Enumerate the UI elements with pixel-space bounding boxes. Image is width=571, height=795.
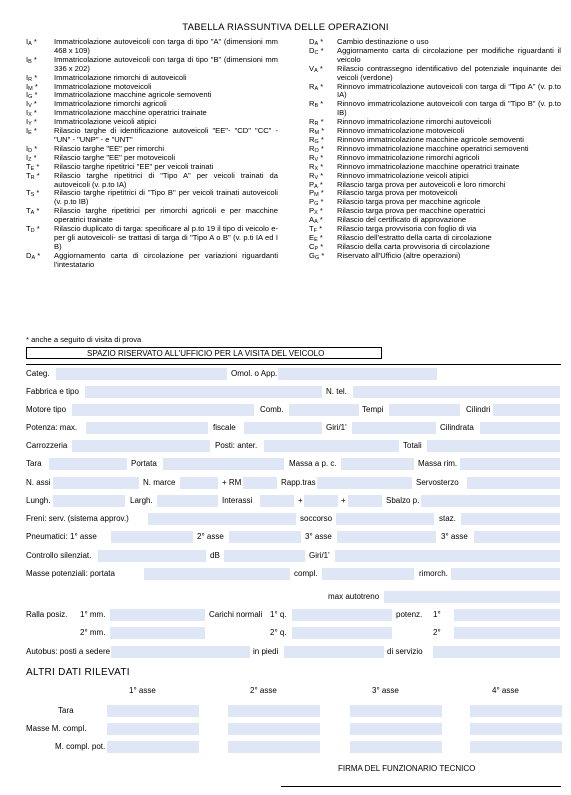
fiscale-field[interactable] — [244, 422, 322, 434]
rapp-tras-field[interactable] — [317, 477, 412, 489]
altri-row-label: Masse M. compl. — [26, 724, 87, 733]
totali-field[interactable] — [427, 440, 560, 452]
operation-code: $R_B$ * — [309, 99, 324, 110]
masse-pot-portata-field[interactable] — [144, 568, 290, 580]
label-mm2: 2° mm. — [80, 628, 106, 637]
label-mm1: 1° mm. — [80, 610, 106, 619]
operation-code: $I_E$ * — [26, 126, 37, 137]
interassi-field-3[interactable] — [348, 495, 382, 507]
signature-line[interactable] — [281, 786, 561, 787]
operation-code: $P_M$ * — [309, 188, 324, 199]
pneumatici-asse1-field[interactable] — [111, 531, 193, 543]
altri-cell-field[interactable] — [228, 705, 320, 717]
operation-code: $I_Y$ * — [26, 117, 37, 128]
interassi-field-1[interactable] — [260, 495, 294, 507]
label-carrozzeria: Carrozzeria — [26, 441, 68, 450]
label-asse3b: 3° asse — [441, 532, 468, 541]
tempi-field[interactable] — [389, 404, 460, 416]
operation-code: $A_A$ * — [309, 215, 323, 226]
operation-code: $R_R$ * — [309, 117, 324, 128]
label-lungh: Lungh. — [26, 496, 51, 505]
freni-serv-field[interactable] — [148, 513, 296, 525]
altri-cell-field[interactable] — [350, 723, 442, 735]
label-largh: Largh. — [130, 496, 153, 505]
servosterzo-field[interactable] — [467, 477, 560, 489]
label-silenziat: Controllo silenziat. — [26, 551, 92, 560]
operation-description: Aggiornamento carta di circolazione per variazioni riguardanti l'intestatario — [54, 250, 278, 269]
label-n-marce: N. marce — [143, 478, 176, 487]
altri-cell-field[interactable] — [470, 741, 562, 753]
carichi-q1-field[interactable] — [292, 609, 392, 621]
label-omol: Omol. o App. — [231, 369, 278, 378]
altri-cell-field[interactable] — [107, 723, 199, 735]
operation-description: Immatricolazione macchine agricole semoventi — [54, 90, 212, 100]
potenz-1-field[interactable] — [454, 609, 560, 621]
operation-code: $I_D$ * — [26, 143, 38, 154]
operation-code: $T_E$ * — [26, 161, 40, 172]
operation-code: $T_S$ * — [26, 188, 40, 199]
label-plus-2: + — [341, 496, 346, 505]
operation-code: $I_R$ * — [26, 72, 38, 83]
label-asse2: 2° asse — [197, 532, 224, 541]
left-operations-list — [26, 38, 278, 270]
lungh-field[interactable] — [53, 495, 125, 507]
operation-item — [309, 100, 561, 118]
label-interassi: Interassi — [222, 496, 253, 505]
staz-field[interactable] — [461, 513, 560, 525]
cilindrata-field[interactable] — [480, 422, 560, 434]
label-tara: Tara — [26, 459, 42, 468]
operation-description: Rilascio targa prova per macchine agricole — [337, 197, 481, 207]
label-rm: + RM — [222, 478, 242, 487]
operation-code: $T_R$ * — [26, 170, 40, 181]
operation-description: Rilascio dell'estratto della carta di circolazione — [337, 232, 492, 242]
autobus-in-piedi-field[interactable] — [284, 646, 384, 658]
label-tempi: Tempi — [362, 405, 384, 414]
operation-description: Immatricolazione motoveicoli — [54, 81, 152, 91]
operation-description: Rilascio duplicato di targa: specificare al p.to 19 il tipo di veicolo e- per gli autoveicoli- se trattasi di targa di "Tipo A o B" (v. p.ti IA ed I B) — [54, 224, 278, 251]
operation-code: $I_B$ * — [26, 54, 37, 65]
pneumatici-asse2-field[interactable] — [229, 531, 301, 543]
right-operations-list — [309, 38, 561, 261]
rm-field[interactable] — [243, 477, 277, 489]
sbalzo-field[interactable] — [421, 495, 560, 507]
altri-cell-field[interactable] — [107, 705, 199, 717]
label-freni: Freni: serv. (sistema approv.) — [26, 514, 129, 523]
autobus-servizio-field[interactable] — [433, 646, 560, 658]
operation-description: Rinnovo immatricolazione autoveicoli con targa di "Tipo B" (v. p.to IB) — [337, 99, 561, 118]
operation-code: $I_A$ * — [26, 37, 37, 47]
operation-description: Rilascio targa prova per motoveicoli — [337, 188, 458, 198]
operation-code: $V_A$ * — [309, 63, 323, 74]
operation-code: $P_G$ * — [309, 197, 324, 208]
motore-field[interactable] — [72, 404, 254, 416]
operation-item — [26, 172, 278, 190]
operation-code: $I_M$ * — [26, 81, 38, 92]
operation-description: Rinnovo immatricolazione rimorchi agricoli — [337, 152, 480, 162]
operation-description: Rilascio della carta provvisoria di circolazione — [337, 241, 490, 251]
label-p2: 2° — [433, 628, 441, 637]
label-autobus: Autobus: posti a sedere — [26, 647, 111, 656]
label-n-assi: N. assi — [26, 478, 51, 487]
label-di-servizio: di servizio — [387, 647, 423, 656]
operation-code: $T_D$ * — [26, 224, 40, 235]
operation-code: $D_A$ * — [26, 250, 41, 261]
operation-code: $D_A$ * — [309, 37, 324, 47]
operation-description: Rilascio targhe "EE" per rimorchi — [54, 143, 165, 153]
label-massa-rim: Massa rim. — [418, 459, 458, 468]
massa-apc-field[interactable] — [341, 458, 414, 470]
operation-description: Rilascio targhe "EE" per motoveicoli — [54, 152, 176, 162]
label-comb: Comb. — [260, 405, 284, 414]
operation-code: $P_X$ * — [309, 206, 323, 217]
altri-cell-field[interactable] — [228, 723, 320, 735]
operation-code: $I_Z$ * — [26, 152, 37, 163]
max-autotreno-field[interactable] — [384, 591, 560, 603]
label-cilindri: Cilindri — [466, 405, 491, 414]
categ-field[interactable] — [56, 368, 227, 380]
operation-code: $R_V$ * — [309, 152, 324, 163]
operation-description: Rilascio del certificato di approvazione — [337, 215, 467, 225]
operation-description: Aggiornamento carta di circolazione per modifiche riguardanti il veicolo — [337, 45, 561, 64]
operation-code: $I_V$ * — [26, 99, 37, 110]
altri-cell-field[interactable] — [107, 741, 199, 753]
label-in-piedi: in piedi — [253, 647, 279, 656]
operation-item — [26, 56, 278, 74]
label-cilindrata: Cilindrata — [440, 423, 474, 432]
operation-code: $D_C$ * — [309, 45, 324, 56]
operation-description: Riservato all'Ufficio (altre operazioni) — [337, 250, 461, 260]
office-banner: SPAZIO RISERVATO ALL'UFFICIO PER LA VISITA DEL VEICOLO — [26, 347, 382, 359]
label-potenz: potenz. — [396, 610, 423, 619]
masse-pot-compl-field[interactable] — [322, 568, 414, 580]
operation-item — [309, 65, 561, 83]
operation-description: Rinnovo immatricolazione motoveicoli — [337, 126, 465, 136]
label-masse-pot: Masse potenziali: portata — [26, 569, 115, 578]
label-pneumatici: Pneumatici: 1° asse — [26, 532, 97, 541]
label-potenza: Potenza: max. — [26, 423, 78, 432]
axle-header: 3° asse — [372, 686, 399, 695]
operation-code: $E_E$ * — [309, 232, 323, 243]
operation-description: Rinnovo immatricolazione macchine operatrici trainate — [337, 161, 520, 171]
label-giri2: Giri/1' — [309, 551, 330, 560]
soccorso-field[interactable] — [336, 513, 434, 525]
operation-code: $G_G$ * — [309, 250, 325, 261]
label-q1: 1° q. — [270, 610, 287, 619]
label-ralla: Ralla posiz. — [26, 610, 68, 619]
label-ntel: N. tel. — [326, 387, 347, 396]
operation-description: Cambio destinazione o uso — [337, 37, 429, 46]
posti-anter-field[interactable] — [264, 440, 399, 452]
divider — [26, 364, 561, 365]
label-giri: Giri/1' — [326, 423, 347, 432]
label-db: dB — [210, 551, 220, 560]
operation-item — [26, 38, 278, 56]
operation-description: Rilascio contrassegno identificativo del potenziale inquinante dei veicoli (verdone) — [337, 63, 561, 82]
operation-item — [26, 225, 278, 252]
operation-code: $R_X$ * — [309, 161, 324, 172]
operation-item — [26, 189, 278, 207]
operation-code: $T_F$ * — [309, 224, 323, 235]
operation-code: $R_O$ * — [309, 143, 324, 154]
operation-description: Rilascio targhe ripetitrici "EE" per veicoli trainati — [54, 161, 214, 171]
footnote: * anche a seguito di visita di prova — [26, 335, 142, 344]
label-motore: Motore tipo — [26, 405, 67, 414]
operation-description: Immatricolazione veicoli atipici — [54, 117, 157, 127]
operation-description: Rilascio targhe di identificazione autoveicoli "EE"- "CD" "CC" - "UN" - "UNP" - e "UNT" — [54, 126, 278, 144]
label-posti-anter: Posti: anter. — [215, 441, 258, 450]
operation-item — [26, 207, 278, 225]
operation-description: Rinnovo immatricolazione macchine operatrici semoventi — [337, 143, 529, 153]
carichi-q2-field[interactable] — [292, 627, 392, 639]
carrozzeria-field[interactable] — [72, 440, 210, 452]
db-field[interactable] — [224, 550, 305, 562]
operation-description: Rinnovo immatricolazione veicoli atipici — [337, 170, 469, 180]
silenziat-field[interactable] — [98, 550, 206, 562]
label-rapp-tras: Rapp.tras — [281, 478, 316, 487]
operation-description: Immatricolazione macchine operatrici trainate — [54, 108, 207, 118]
operation-code: $R_G$ * — [309, 134, 324, 145]
n-marce-field[interactable] — [180, 477, 218, 489]
label-q2: 2° q. — [270, 628, 287, 637]
axle-header: 4° asse — [492, 686, 519, 695]
operation-description: Rilascio targa provvisoria con foglio di via — [337, 224, 477, 234]
largh-field[interactable] — [157, 495, 218, 507]
massa-rim-field[interactable] — [460, 458, 560, 470]
label-rimorch: rimorch. — [419, 569, 448, 578]
operation-description: Rilascio targa prova per macchine operatrici — [337, 206, 486, 216]
label-max-autotreno: max autotreno — [328, 592, 380, 601]
giri-field[interactable] — [352, 422, 436, 434]
potenz-2-field[interactable] — [454, 627, 560, 639]
operation-description: Rinnovo immatricolazione rimorchi autoveicoli — [337, 117, 492, 127]
altri-cell-field[interactable] — [228, 741, 320, 753]
operation-item — [309, 47, 561, 65]
label-compl: compl. — [294, 569, 318, 578]
label-soccorso: soccorso — [300, 514, 333, 523]
masse-pot-rimorch-field[interactable] — [451, 568, 560, 580]
operation-description: Rilascio targhe ripetitrici di "Tipo B" per veicoli trainati autoveicoli (v. p.to IB) — [54, 188, 278, 207]
altri-dati-title: ALTRI DATI RILEVATI — [26, 667, 130, 678]
label-portata: Portata — [131, 459, 157, 468]
altri-cell-field[interactable] — [470, 723, 562, 735]
operation-description: Immatricolazione autoveicoli con targa di tipo "A" (dimensioni mm 468 x 109) — [54, 37, 278, 55]
operation-code: $I_G$ * — [26, 90, 38, 101]
axle-header: 1° asse — [129, 686, 156, 695]
label-staz: staz. — [439, 514, 456, 523]
pneumatici-asse4-field[interactable] — [474, 531, 560, 543]
operation-code: $C_P$ * — [309, 241, 324, 252]
operation-description: Rinnovo immatricolazione autoveicoli con targa di "Tipo A" (v. p.to IA) — [337, 81, 561, 100]
label-categ: Categ. — [26, 369, 50, 378]
label-carichi: Carichi normali — [209, 610, 263, 619]
label-massa-apc: Massa a p. c. — [289, 459, 337, 468]
cilindri-field[interactable] — [493, 404, 560, 416]
ralla-mm1-field[interactable] — [110, 609, 205, 621]
operation-description: Immatricolazione rimorchi di autoveicoli — [54, 72, 187, 82]
label-plus-1: + — [298, 496, 303, 505]
operation-item — [309, 252, 561, 261]
label-asse3: 3° asse — [305, 532, 332, 541]
axle-header: 2° asse — [250, 686, 277, 695]
operation-code: $R_V$ * — [309, 170, 324, 181]
potenza-field[interactable] — [86, 422, 208, 434]
operation-code: $P_A$ * — [309, 179, 323, 190]
altri-cell-field[interactable] — [350, 705, 442, 717]
label-sbalzo: Sbalzo p. — [386, 496, 420, 505]
operation-code: $R_M$ * — [309, 126, 325, 137]
operation-code: $T_A$ * — [26, 206, 40, 217]
operation-description: Rinnovo immatricolazione macchine agricole semoventi — [337, 134, 524, 144]
altri-row-label: M. compl. pot. — [55, 742, 106, 751]
label-totali: Totali — [403, 441, 422, 450]
giri2-field[interactable] — [335, 550, 560, 562]
operation-code: $R_A$ * — [309, 81, 324, 92]
label-fiscale: fiscale — [213, 423, 236, 432]
signature-label: FIRMA DEL FUNZIONARIO TECNICO — [338, 764, 476, 773]
altri-cell-field[interactable] — [350, 741, 442, 753]
operation-description: Immatricolazione autoveicoli con targa di tipo "B" (dimensioni mm 336 x 202) — [54, 54, 278, 73]
n-assi-field[interactable] — [53, 477, 139, 489]
label-servosterzo: Servosterzo — [416, 478, 459, 487]
operation-description: Rilascio targhe ripetitrici per rimorchi agricoli e per macchine operatrici trainate — [54, 206, 278, 225]
altri-cell-field[interactable] — [470, 705, 562, 717]
operation-item — [26, 127, 278, 145]
ralla-mm2-field[interactable] — [110, 627, 205, 639]
tara-field[interactable] — [49, 458, 127, 470]
ntel-field[interactable] — [353, 386, 560, 398]
omol-field[interactable] — [278, 368, 437, 380]
page-title: TABELLA RIASSUNTIVA DELLE OPERAZIONI — [182, 22, 389, 33]
operation-code: $I_X$ * — [26, 108, 37, 119]
operation-item — [309, 83, 561, 101]
autobus-sedere-field[interactable] — [111, 646, 250, 658]
operation-description: Rilascio targa prova per autoveicoli e loro rimorchi — [337, 179, 506, 189]
operation-description: Rilascio targhe ripetitrici di "Tipo A" per veicoli trainati da autoveicoli (v. p.to IA) — [54, 170, 278, 189]
operation-description: Immatricolazione rimorchi agricoli — [54, 99, 167, 109]
label-fabbrica: Fabbrica e tipo — [26, 387, 79, 396]
comb-field[interactable] — [289, 404, 359, 416]
interassi-field-2[interactable] — [304, 495, 338, 507]
pneumatici-asse3-field[interactable] — [337, 531, 436, 543]
label-p1: 1° — [433, 610, 441, 619]
portata-field[interactable] — [163, 458, 284, 470]
operation-item — [26, 252, 278, 270]
altri-row-label: Tara — [58, 706, 74, 715]
fabbrica-field[interactable] — [85, 386, 322, 398]
